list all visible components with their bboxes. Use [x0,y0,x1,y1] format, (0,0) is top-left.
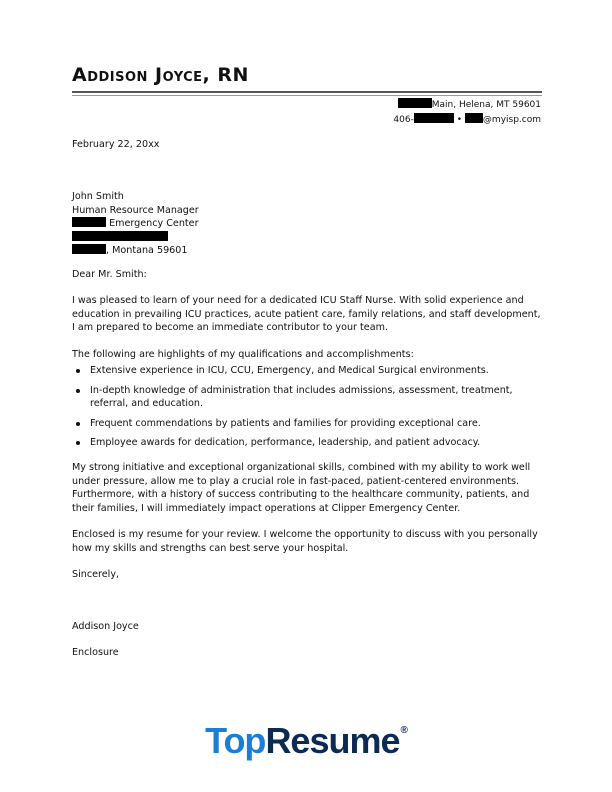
list-item: Employee awards for dedication, performance, leadership, and patient advocacy. [72,436,542,450]
applicant-name: Addison Joyce, RN [72,64,249,86]
registered-mark: ® [400,725,407,736]
paragraph-intro: I was pleased to learn of your need for a dedicated ICU Staff Nurse. With solid experience and education in prevailing ICU practices, acute patient care, family relations, and staff development, I am prepared to become an immediate contributor to your team. [72,295,541,334]
signature-name: Addison Joyce [72,621,139,632]
header-rule-thin [72,95,542,96]
paragraph-enclosed: Enclosed is my resume for your review. I welcome the opportunity to discuss with you personally how my skills and strengths can best serve your hospital. [72,529,538,554]
recipient-city [72,244,199,258]
list-item: In-depth knowledge of administration that includes admissions, assessment, treatment, referral, and education. [72,384,542,411]
recipient-org [72,217,199,231]
salutation: Dear Mr. Smith: [72,269,147,280]
redaction-block [414,113,454,123]
redaction-block [72,217,106,227]
paragraph-highlights-lead: The following are highlights of my qualifications and accomplishments: [72,349,414,360]
redaction-block [72,244,106,254]
contact-block [393,98,541,128]
enclosure-note: Enclosure [72,647,119,658]
closing: Sincerely, [72,569,120,580]
letter-date: February 22, 20xx [72,139,160,150]
list-item: Frequent commendations by patients and families for providing exceptional care. [72,417,542,431]
logo-part-resume: Resume [265,720,400,761]
phone-email-line [393,113,541,128]
recipient-name: John Smith [72,191,124,202]
recipient-org-text: Emergency Center [109,218,199,230]
recipient-title: Human Resource Manager [72,204,199,216]
topresume-logo [0,720,612,762]
phone-prefix: 406- [393,115,414,125]
address-line [393,98,541,113]
recipient-street [72,231,199,245]
list-item: Extensive experience in ICU, CCU, Emergency, and Medical Surgical environments. [72,364,542,378]
bullet-separator: • [456,115,463,125]
logo-part-top: Top [205,720,266,761]
email-text: @myisp.com [482,115,541,125]
redaction-block [72,231,168,241]
recipient-block [72,190,199,258]
recipient-city-text: , Montana 59601 [106,245,188,257]
redaction-block [398,98,432,108]
redaction-block [465,113,483,123]
highlights-list [72,364,542,456]
header-rule-thick [72,91,542,93]
address-text: Main, Helena, MT 59601 [431,100,541,110]
paragraph-skills: My strong initiative and exceptional organizational skills, combined with my ability to work well under pressure, allow me to play a crucial role in fast-paced, patient-centered environments. Furthermore, with a history of success contributing to the healthcare community, patients, and their families, I will immediately impact operations at Clipper Emergency Center. [72,462,531,514]
